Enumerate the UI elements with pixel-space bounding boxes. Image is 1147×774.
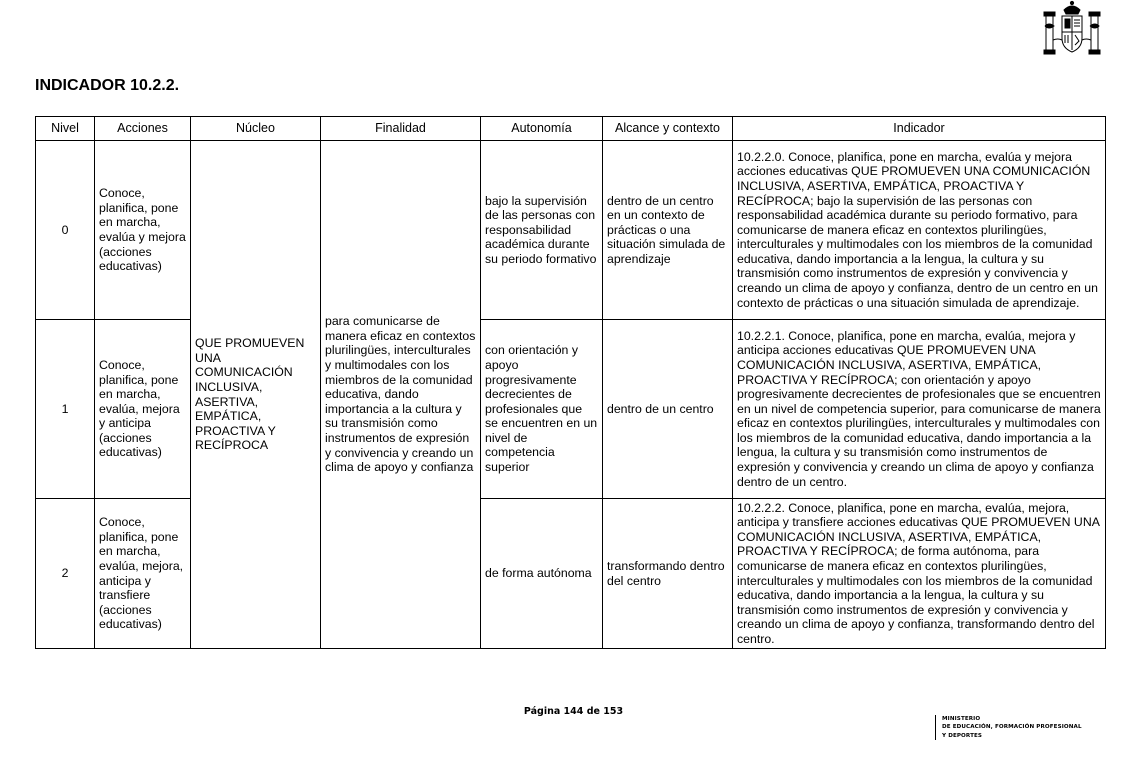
- page-number: Página 144 de 153: [523, 706, 624, 717]
- cell-indicador: 10.2.2.0. Conoce, planifica, pone en marcha, evalúa y mejora acciones educativas QUE PROMUEVEN UNA COMUNICACIÓN INCLUSIVA, ASERTIVA, EMPÁTICA, PROACTIVA Y RECÍPROCA; bajo la supervisión de las personas con responsabilidad académica durante su periodo formativo, para comunicarse de manera eficaz en contextos plurilingües, interculturales y multimodales con los miembros de la comunidad educativa, dando importancia a la lengua, la cultura y su transmisión como instrumentos de expresión y convivencia y creando un clima de apoyo y confianza, dentro de un centro en un contexto de prácticas o una situación simulada de aprendizaje.: [733, 141, 1106, 320]
- cell-alcance: dentro de un centro en un contexto de prácticas o una situación simulada de aprendizaje: [603, 141, 733, 320]
- indicator-table: [35, 116, 1106, 649]
- ministry-line: Y DEPORTES: [942, 732, 983, 739]
- cell-nucleo: QUE PROMUEVEN UNA COMUNICACIÓN INCLUSIVA, ASERTIVA, EMPÁTICA, PROACTIVA Y RECÍPROCA: [191, 141, 321, 649]
- cell-acciones: Conoce, planifica, pone en marcha, evalúa, mejora, anticipa y transfiere (acciones educativas): [95, 499, 191, 649]
- ministry-logo-text: [935, 715, 1082, 740]
- header-alcance: Alcance y contexto: [603, 117, 733, 141]
- cell-autonomia: con orientación y apoyo progresivamente decrecientes de profesionales que se encuentren en un nivel de competencia superior: [481, 320, 603, 499]
- header-acciones: Acciones: [95, 117, 191, 141]
- header-indicador: Indicador: [733, 117, 1106, 141]
- ministry-line: MINISTERIO: [942, 716, 981, 722]
- header-autonomia: Autonomía: [481, 117, 603, 141]
- cell-nivel: 2: [36, 499, 95, 649]
- cell-acciones: Conoce, planifica, pone en marcha, evalúa y mejora (acciones educativas): [95, 141, 191, 320]
- cell-alcance: dentro de un centro: [603, 320, 733, 499]
- table-header-row: [36, 117, 1106, 141]
- cell-finalidad: para comunicarse de manera eficaz en contextos plurilingües, interculturales y multimodales con los miembros de la comunidad educativa, dando importancia a la cultura y su transmisión como instrumentos de expresión y convivencia y creando un clima de apoyo y confianza: [321, 141, 481, 649]
- header-finalidad: Finalidad: [321, 117, 481, 141]
- cell-nivel: 0: [36, 141, 95, 320]
- header-nucleo: Núcleo: [191, 117, 321, 141]
- cell-autonomia: bajo la supervisión de las personas con responsabilidad académica durante su periodo formativo: [481, 141, 603, 320]
- table-row: [36, 141, 1106, 320]
- cell-nivel: 1: [36, 320, 95, 499]
- coat-of-arms-icon: [1040, 0, 1104, 58]
- header-nivel: Nivel: [36, 117, 95, 141]
- cell-alcance: transformando dentro del centro: [603, 499, 733, 649]
- cell-autonomia: de forma autónoma: [481, 499, 603, 649]
- ministry-line: DE EDUCACIÓN, FORMACIÓN PROFESIONAL: [942, 724, 1082, 731]
- cell-indicador: 10.2.2.2. Conoce, planifica, pone en marcha, evalúa, mejora, anticipa y transfiere acciones educativas QUE PROMUEVEN UNA COMUNICACIÓN INCLUSIVA, ASERTIVA, EMPÁTICA, PROACTIVA Y RECÍPROCA; de forma autónoma, para comunicarse de manera eficaz en contextos plurilingües, interculturales y multimodales con los miembros de la comunidad educativa, dando importancia a la lengua, la cultura y su transmisión como instrumentos de expresión y convivencia y creando un clima de apoyo y confianza, transformando dentro del centro.: [733, 499, 1106, 649]
- cell-acciones: Conoce, planifica, pone en marcha, evalúa, mejora y anticipa (acciones educativas): [95, 320, 191, 499]
- cell-indicador: 10.2.2.1. Conoce, planifica, pone en marcha, evalúa, mejora y anticipa acciones educativas QUE PROMUEVEN UNA COMUNICACIÓN INCLUSIVA, ASERTIVA, EMPÁTICA, PROACTIVA Y RECÍPROCA; con orientación y apoyo progresivamente decrecientes de profesionales que se encuentren en un nivel de competencia superior, para comunicarse de manera eficaz en contextos plurilingües, interculturales y multimodales con los miembros de la comunidad educativa, dando importancia a la lengua, la cultura y su transmisión como instrumentos de expresión y convivencia y creando un clima de apoyo y confianza dentro de un centro.: [733, 320, 1106, 499]
- page-title: INDICADOR 10.2.2.: [35, 77, 180, 94]
